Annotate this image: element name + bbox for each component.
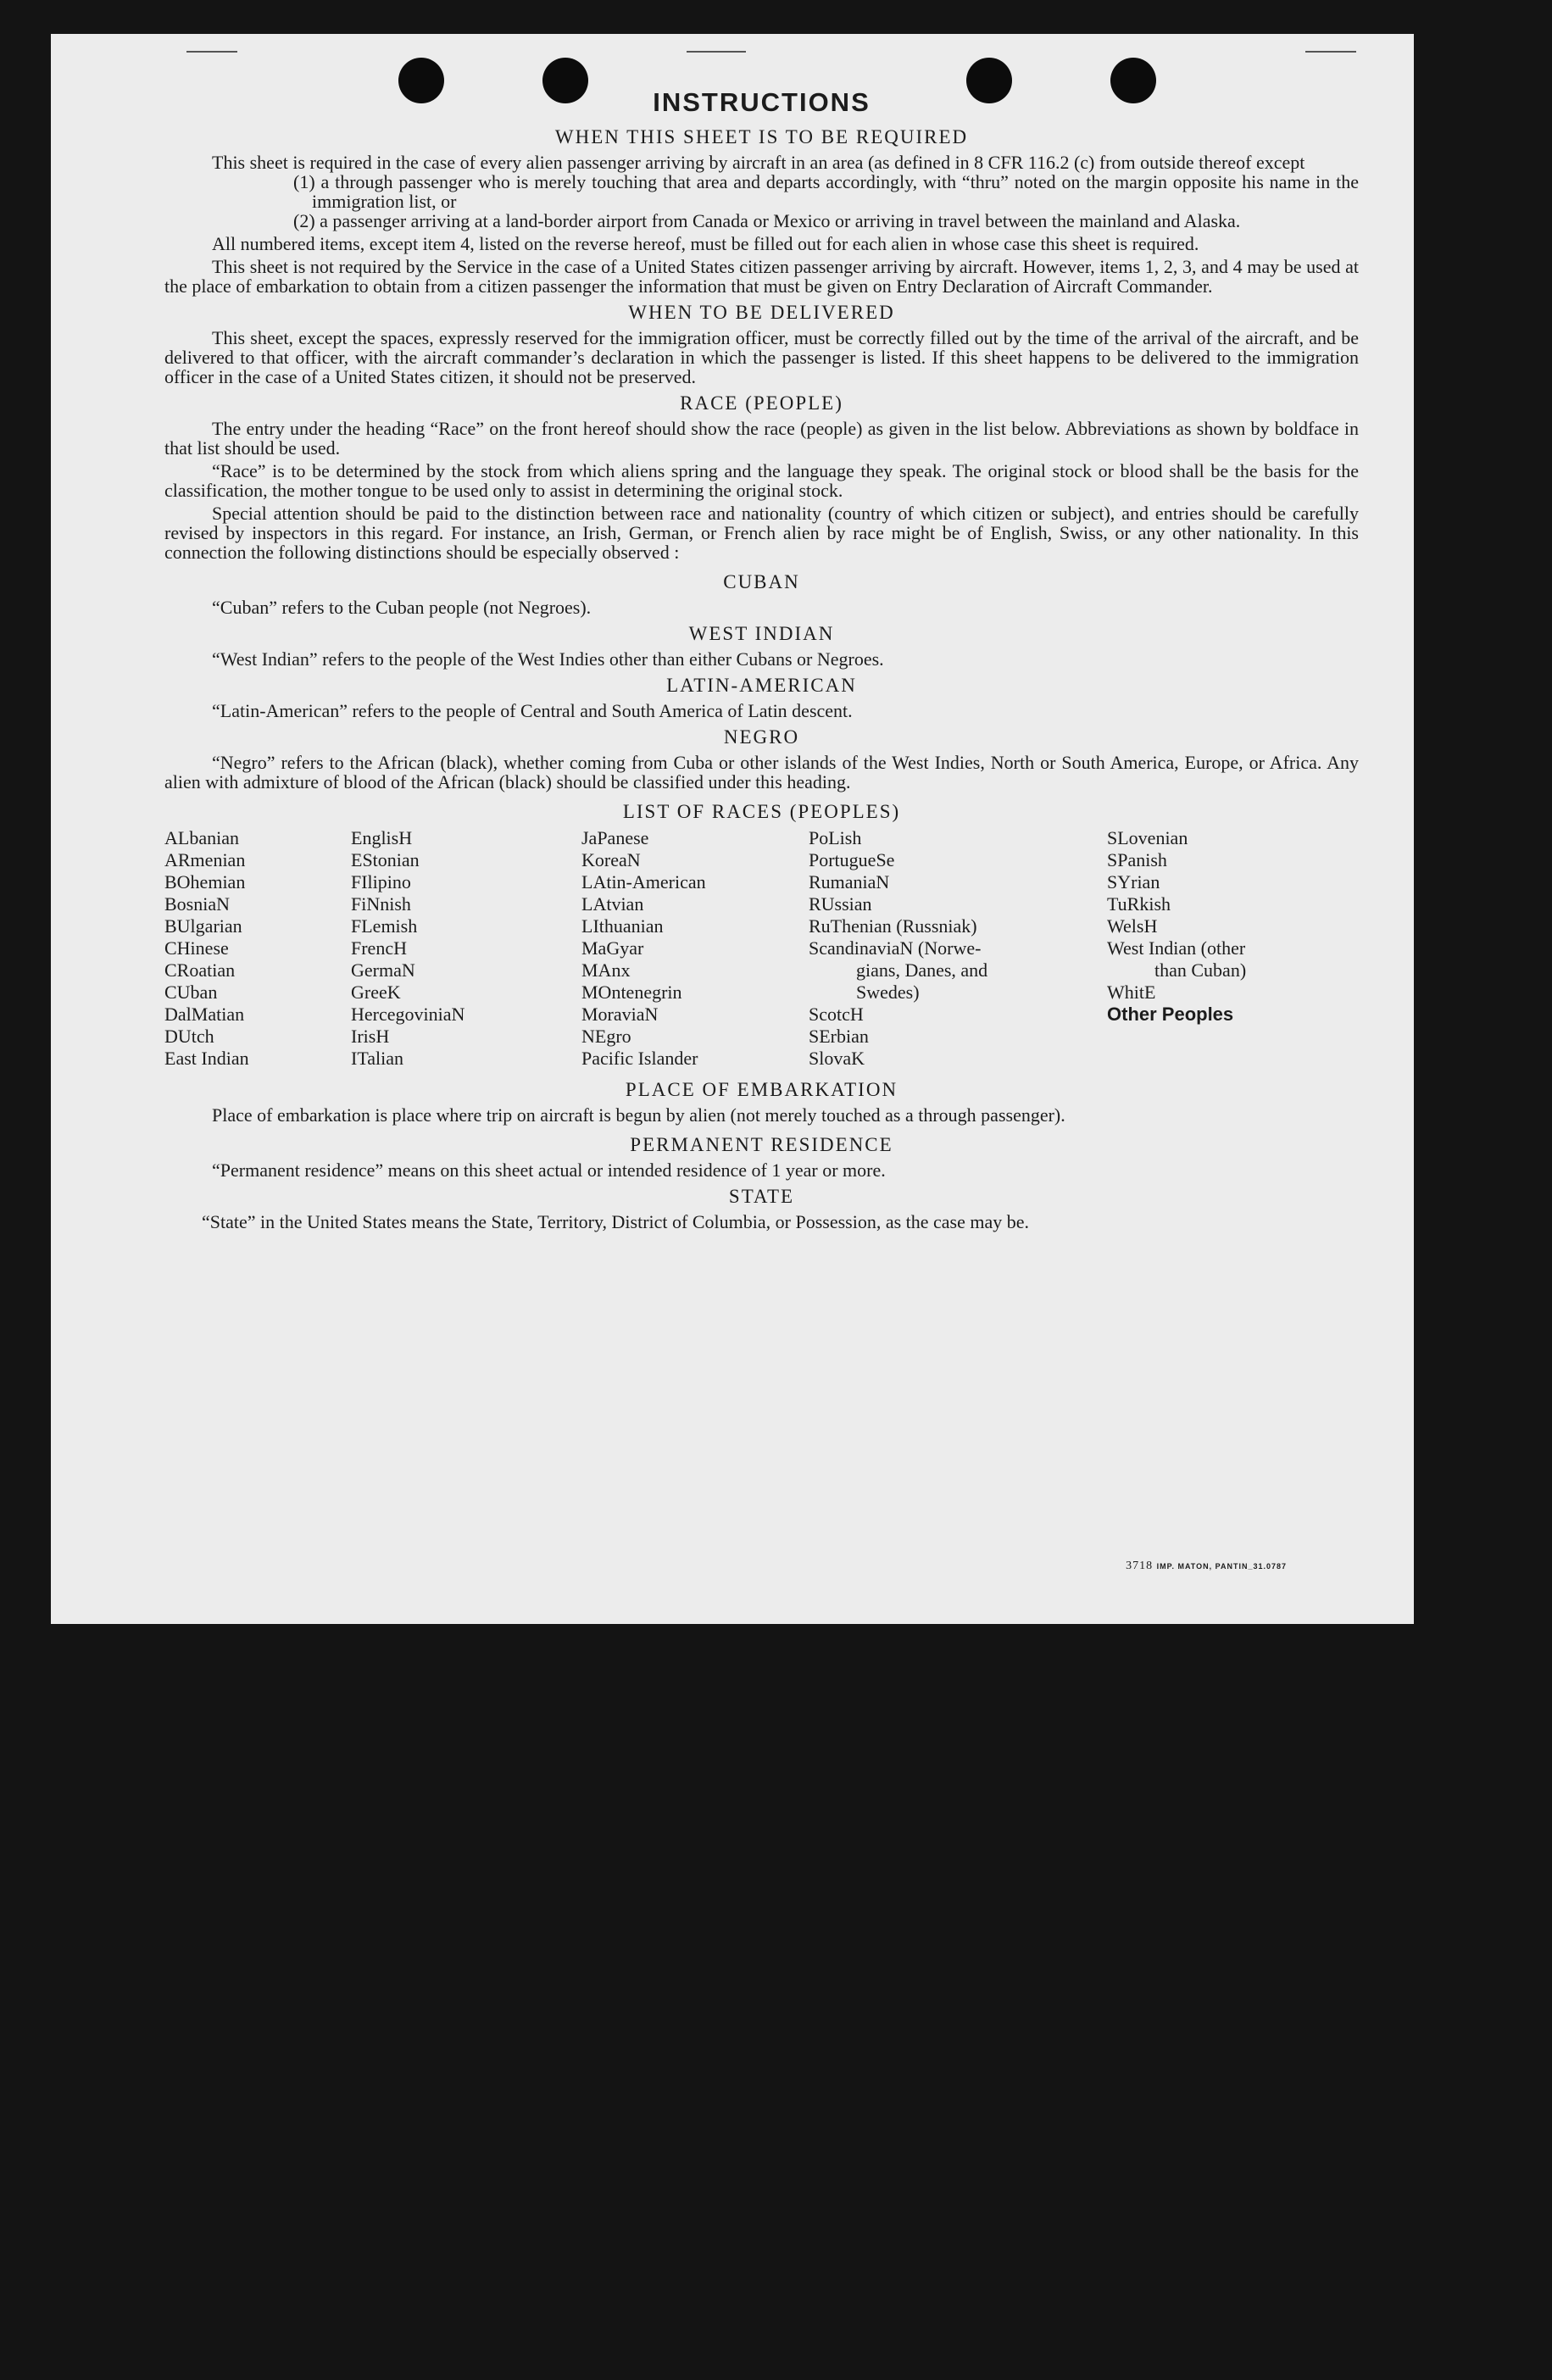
race-entry: MAnx (581, 959, 631, 981)
section-heading: CUBAN (723, 571, 800, 592)
paragraph: “State” in the United States means the State, Territory, District of Columbia, or Possession, as the case may be. (202, 1211, 1030, 1232)
race-entry: SErbian (809, 1026, 869, 1047)
printer-name: IMP. MATON, PANTIN_31.0787 (1156, 1562, 1287, 1571)
race-entry: gians, Danes, and (856, 959, 988, 981)
paragraph: “Latin-American” refers to the people of Central and South America of Latin descent. (212, 700, 853, 721)
paragraph: All numbered items, except item 4, listed on the reverse hereof, must be filled out for each alien in whose case this sheet is required. (212, 233, 1199, 254)
race-entry: Pacific Islander (581, 1048, 698, 1069)
race-entry: ARmenian (164, 849, 246, 870)
race-entry: JaPanese (581, 827, 649, 848)
paragraph: “Permanent residence” means on this sheet actual or intended residence of 1 year or more. (212, 1159, 886, 1181)
paragraph: Place of embarkation is place where trip on aircraft is begun by alien (not merely touched as a through passenger). (212, 1104, 1065, 1126)
race-entry: IrisH (351, 1026, 390, 1047)
race-entry: SLovenian (1107, 827, 1188, 848)
race-entry: FIlipino (351, 871, 411, 892)
race-entry: KoreaN (581, 849, 641, 870)
printer-imprint (1126, 1560, 1287, 1573)
race-entry: PoLish (809, 827, 862, 848)
instructions-body (164, 85, 1359, 1232)
race-entry: SYrian (1107, 871, 1160, 892)
section-heading: PERMANENT RESIDENCE (630, 1134, 893, 1155)
race-entry: RumaniaN (809, 871, 890, 892)
paragraph: “West Indian” refers to the people of the West Indies other than either Cubans or Negroes. (212, 648, 884, 670)
race-entry: ScotcH (809, 1004, 864, 1025)
race-entry: East Indian (164, 1048, 249, 1069)
race-entry: BosniaN (164, 893, 230, 915)
race-entry: ScandinaviaN (Norwe- (809, 937, 982, 959)
race-entry: MoraviaN (581, 1004, 659, 1025)
list-item: (1) a through passenger who is merely touching that area and departs accordingly, with “thru” noted on the margin opposite his name in the immigration list, or (293, 171, 1359, 212)
race-entry: DUtch (164, 1026, 214, 1047)
scan-mark (687, 51, 746, 53)
race-entry: Other Peoples (1107, 1004, 1234, 1025)
race-entry: HercegoviniaN (351, 1004, 465, 1025)
races-column (581, 827, 809, 1070)
paragraph: “Race” is to be determined by the stock from which aliens spring and the language they speak. The original stock or blood shall be the basis for the classification, the mother tongue to be used only to assist in determining the original stock. (164, 460, 1359, 501)
race-entry: MOntenegrin (581, 981, 682, 1003)
races-column (351, 827, 581, 1070)
section-heading: WHEN THIS SHEET IS TO BE REQUIRED (554, 126, 969, 147)
race-entry: CUban (164, 981, 218, 1003)
race-entry: LAtin-American (581, 871, 706, 892)
races-column (809, 827, 1107, 1070)
races-column (164, 827, 351, 1070)
race-entry: FLemish (351, 915, 418, 937)
race-entry: RUssian (809, 893, 872, 915)
paragraph: Special attention should be paid to the distinction between race and nationality (country of which citizen or subject), and entries should be carefully revised by inspectors in this regard. For instance, an Irish, German, or French alien by race might be of English, Swiss, or any other nationality. In this connection the following distinctions should be especially observed : (164, 503, 1359, 563)
paragraph: This sheet is not required by the Service in the case of a United States citizen passenger arriving by aircraft. However, items 1, 2, 3, and 4 may be used at the place of embarkation to obtain from a citizen passenger the information that must be given on Entry Declaration of Aircraft Commander. (164, 256, 1359, 297)
race-entry: GreeK (351, 981, 401, 1003)
scan-mark (1305, 51, 1356, 53)
section-heading: WHEN TO BE DELIVERED (628, 302, 895, 323)
race-entry: LAtvian (581, 893, 644, 915)
race-entry: FiNnish (351, 893, 411, 915)
race-entry: than Cuban) (1154, 959, 1247, 981)
paragraph: This sheet, except the spaces, expressly reserved for the immigration officer, must be correctly filled out by the time of the arrival of the aircraft, and be delivered to that officer, with the aircraft commander’s declaration in which the passenger is listed. If this sheet happens to be delivered to the immigration officer in the case of a United States citizen, it should not be preserved. (164, 327, 1359, 387)
race-entry: EStonian (351, 849, 420, 870)
section-heading: PLACE OF EMBARKATION (625, 1079, 898, 1100)
races-column (1107, 827, 1359, 1070)
form-number: 3718 (1126, 1560, 1154, 1572)
race-entry: MaGyar (581, 937, 644, 959)
race-entry: CHinese (164, 937, 229, 959)
race-entry: WhitE (1107, 981, 1156, 1003)
paragraph: “Negro” refers to the African (black), whether coming from Cuba or other islands of the West Indies, North or South America, Europe, or Africa. Any alien with admixture of blood of the African (black) should be classified under this heading. (164, 752, 1359, 792)
race-entry: ALbanian (164, 827, 239, 848)
section-heading: LATIN-AMERICAN (666, 675, 857, 696)
section-heading: LIST OF RACES (PEOPLES) (622, 801, 901, 822)
race-entry: SlovaK (809, 1048, 865, 1069)
race-entry: WelsH (1107, 915, 1158, 937)
race-entry: CRoatian (164, 959, 236, 981)
race-entry: PortugueSe (809, 849, 895, 870)
race-entry: DalMatian (164, 1004, 245, 1025)
race-entry: FrencH (351, 937, 407, 959)
section-heading: WEST INDIAN (688, 623, 835, 644)
race-entry: Swedes) (856, 981, 920, 1003)
race-entry: SPanish (1107, 849, 1167, 870)
race-entry: GermaN (351, 959, 415, 981)
paragraph: “Cuban” refers to the Cuban people (not Negroes). (212, 597, 592, 618)
race-entry: TuRkish (1107, 893, 1171, 915)
race-entry: NEgro (581, 1026, 631, 1047)
race-entry: BUlgarian (164, 915, 242, 937)
section-heading: STATE (728, 1186, 795, 1207)
page-title: INSTRUCTIONS (653, 87, 871, 117)
race-entry: LIthuanian (581, 915, 664, 937)
paragraph: This sheet is required in the case of every alien passenger arriving by aircraft in an area (as defined in 8 CFR 116.2 (c) from outside thereof except (212, 152, 1305, 173)
race-entry: BOhemian (164, 871, 246, 892)
list-item: (2) a passenger arriving at a land-border airport from Canada or Mexico or arriving in travel between the mainland and Alaska. (293, 210, 1241, 231)
race-entry: EnglisH (351, 827, 413, 848)
race-entry: RuThenian (Russniak) (809, 915, 977, 937)
races-list (164, 827, 1359, 1070)
scan-mark (186, 51, 237, 53)
section-heading: NEGRO (723, 726, 800, 748)
paragraph: The entry under the heading “Race” on the front hereof should show the race (people) as given in the list below. Abbreviations as shown by boldface in that list should be used. (164, 418, 1359, 459)
section-heading: RACE (PEOPLE) (680, 392, 843, 414)
race-entry: West Indian (other (1107, 937, 1246, 959)
document-sheet (51, 34, 1414, 1624)
race-entry: ITalian (351, 1048, 403, 1069)
